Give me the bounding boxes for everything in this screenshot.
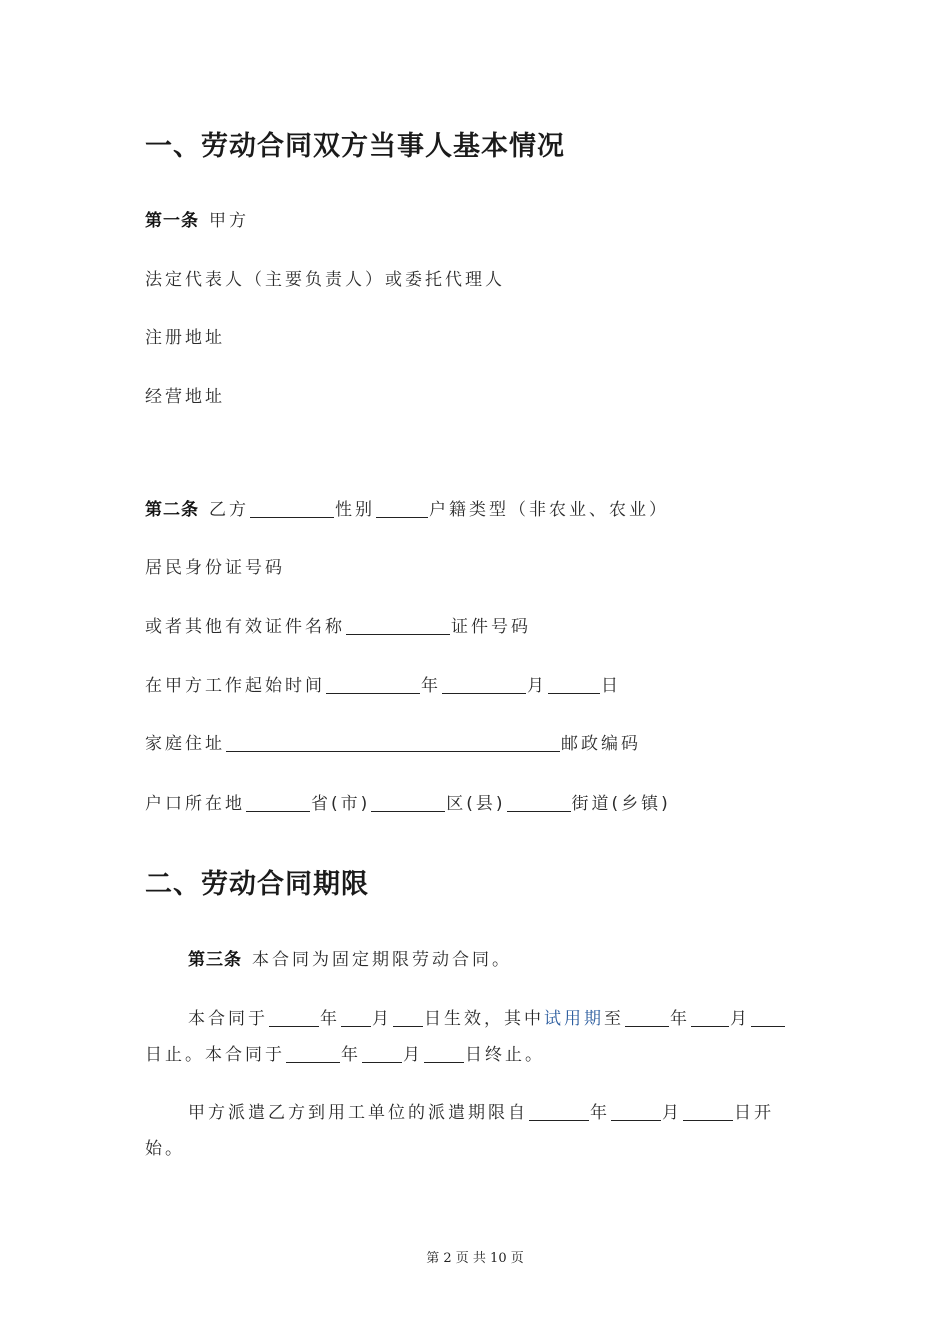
home-address-label: 家庭住址 — [145, 734, 225, 754]
article-3-line — [188, 948, 512, 972]
effective-year-label: 年 — [320, 1009, 340, 1029]
dispatch-day-blank[interactable] — [683, 1102, 733, 1121]
postcode-label: 邮政编码 — [561, 734, 641, 754]
cert-number-label: 证件号码 — [451, 617, 531, 637]
article-2-line — [145, 498, 669, 522]
effective-year-blank[interactable] — [269, 1008, 319, 1027]
termination-day-blank[interactable] — [424, 1044, 464, 1063]
termination-month-blank[interactable] — [362, 1044, 402, 1063]
article-2-label: 第二条 — [145, 500, 199, 520]
start-time-label: 在甲方工作起始时间 — [145, 676, 325, 696]
gender-blank[interactable] — [376, 499, 428, 518]
termination-year-label: 年 — [341, 1045, 361, 1065]
hukou-location-line — [145, 792, 671, 816]
dispatch-suffix: 日开 — [734, 1103, 774, 1123]
party-b-label: 乙方 — [209, 500, 249, 520]
other-id-label: 或者其他有效证件名称 — [145, 617, 345, 637]
gender-label: 性别 — [335, 500, 375, 520]
home-address-blank[interactable] — [226, 733, 560, 752]
start-time-line — [145, 674, 621, 698]
termination-line — [145, 1043, 545, 1067]
party-b-name-blank[interactable] — [250, 499, 334, 518]
dispatch-year-blank[interactable] — [529, 1102, 589, 1121]
start-month-label: 月 — [527, 676, 547, 696]
effective-line — [188, 1007, 786, 1031]
dispatch-line-cont: 始。 — [145, 1139, 185, 1159]
article-3-label: 第三条 — [188, 950, 242, 970]
street-label: 街道(乡镇) — [571, 794, 671, 814]
dispatch-prefix: 甲方派遣乙方到用工单位的派遣期限自 — [188, 1103, 528, 1123]
start-year-blank[interactable] — [326, 675, 420, 694]
dispatch-year-label: 年 — [590, 1103, 610, 1123]
dispatch-month-label: 月 — [662, 1103, 682, 1123]
home-address-line — [145, 732, 641, 756]
biz-address-line: 经营地址 — [145, 387, 225, 407]
effective-month-blank[interactable] — [341, 1008, 371, 1027]
street-blank[interactable] — [507, 793, 571, 812]
section-2-heading: 二、劳动合同期限 — [145, 869, 369, 900]
other-id-line — [145, 615, 531, 639]
probation-year-label: 年 — [670, 1009, 690, 1029]
party-a-label: 甲方 — [209, 211, 249, 231]
article-1-label: 第一条 — [145, 211, 199, 231]
termination-suffix: 日终止。 — [465, 1045, 545, 1065]
probation-link[interactable]: 试用期 — [544, 1009, 604, 1029]
legal-rep-line: 法定代表人（主要负责人）或委托代理人 — [145, 270, 505, 290]
probation-day-blank[interactable] — [751, 1008, 785, 1027]
dispatch-month-blank[interactable] — [611, 1102, 661, 1121]
hukou-type-label: 户籍类型（非农业、农业） — [429, 500, 669, 520]
other-id-blank[interactable] — [346, 616, 450, 635]
dispatch-line — [188, 1101, 774, 1125]
page-footer: 第 2 页 共 10 页 — [426, 1251, 524, 1266]
article-3-text: 本合同为固定期限劳动合同。 — [252, 950, 512, 970]
probation-month-blank[interactable] — [691, 1008, 729, 1027]
effective-prefix: 本合同于 — [188, 1009, 268, 1029]
hukou-location-label: 户口所在地 — [145, 794, 245, 814]
probation-month-label: 月 — [730, 1009, 750, 1029]
district-label: 区(县) — [446, 794, 506, 814]
start-day-blank[interactable] — [548, 675, 600, 694]
start-year-label: 年 — [421, 676, 441, 696]
id-number-line: 居民身份证号码 — [145, 558, 285, 578]
reg-address-line: 注册地址 — [145, 328, 225, 348]
province-label: 省(市) — [311, 794, 371, 814]
effective-day-blank[interactable] — [393, 1008, 423, 1027]
effective-month-label: 月 — [372, 1009, 392, 1029]
district-blank[interactable] — [371, 793, 445, 812]
termination-month-label: 月 — [403, 1045, 423, 1065]
province-blank[interactable] — [246, 793, 310, 812]
probation-year-blank[interactable] — [625, 1008, 669, 1027]
termination-year-blank[interactable] — [286, 1044, 340, 1063]
article-1-line — [145, 209, 249, 233]
start-month-blank[interactable] — [442, 675, 526, 694]
termination-prefix: 日止。本合同于 — [145, 1045, 285, 1065]
section-1-heading: 一、劳动合同双方当事人基本情况 — [145, 131, 565, 162]
start-day-label: 日 — [601, 676, 621, 696]
probation-to: 至 — [604, 1009, 624, 1029]
effective-middle: 日生效，其中 — [424, 1009, 544, 1029]
